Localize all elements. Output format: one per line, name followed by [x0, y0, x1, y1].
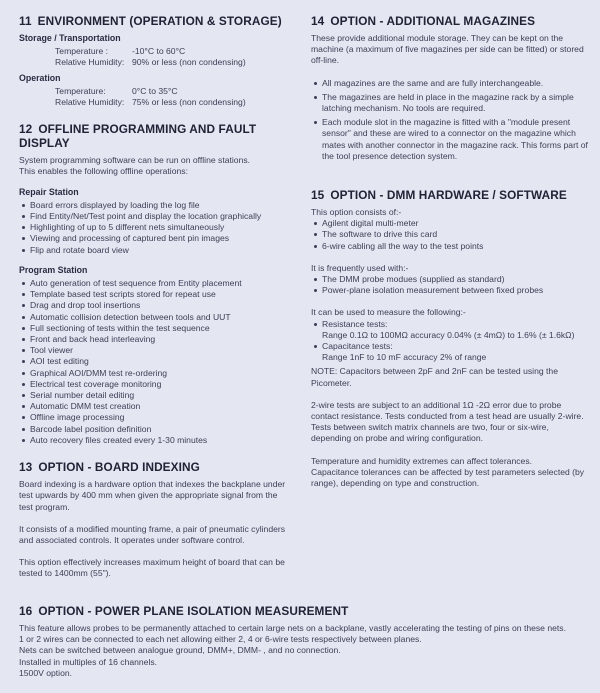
paragraph: Capacitance tolerances can be affected by test parameters selected (by range), depending on type and construction.	[311, 466, 585, 489]
spec-row	[19, 97, 287, 108]
capacitance-label: Capacitance tests:	[322, 341, 393, 352]
section-number: 11	[19, 14, 32, 28]
list-item: Front and back head interleaving	[19, 334, 287, 345]
spec-value: 75% or less (non condensing)	[132, 97, 246, 108]
spec-row	[19, 46, 287, 57]
left-column	[19, 14, 287, 594]
consists-list	[311, 218, 588, 252]
section-number: 13	[19, 460, 33, 475]
right-column	[311, 14, 588, 503]
list-item: Highlighting of up to 5 different nets simultaneously	[19, 222, 287, 233]
spec-label: Temperature:	[55, 85, 106, 96]
measure-list	[311, 319, 588, 330]
list-item: Tool viewer	[19, 345, 287, 356]
intro-line: System programming software can be run on offline stations.	[19, 155, 251, 166]
resistance-label: Resistance tests:	[322, 318, 388, 329]
paragraph: Board indexing is a hardware option that indexes the backplane under test upwards by 400 mm when given the appropriate signal from the test program.	[19, 479, 286, 512]
list-item: Agilent digital multi-meter	[311, 218, 588, 229]
list-item: Auto recovery files created every 1-30 minutes	[19, 435, 287, 446]
list-item: AOI test editing	[19, 356, 287, 367]
resistance-value: Range 0.1Ω to 100MΩ accuracy 0.04% (± 4mΩ) to 1.6% (± 1.6kΩ)	[322, 329, 575, 340]
paragraph: It consists of a modified mounting frame, a pair of pneumatic cylinders and associated controls. It operates under software control.	[19, 523, 286, 545]
list-item: Automatic collision detection between tools and UUT	[19, 312, 287, 323]
list-item: Each module slot in the magazine is fitted with a "module present sensor" and these are wired to a connector on the magazine which mates with another connector in the magazine rack. This forms part of the tool presence detection system.	[311, 117, 588, 162]
section-number: 14	[311, 14, 325, 28]
spec-row	[19, 57, 287, 68]
paragraph: It is frequently used with:-	[311, 262, 409, 273]
intro-line: This enables the following offline operations:	[19, 166, 188, 177]
spec-row	[19, 86, 287, 97]
spec-label: Temperature :	[55, 46, 109, 57]
list-item: Automatic DMM test creation	[19, 401, 287, 412]
list-item: Full sectioning of tests within the test sequence	[19, 323, 287, 334]
paragraph: 2-wire tests are subject to an additional 1Ω -2Ω error due to probe contact resistance. Tests conducted from a test head are usually 2-wire. Tests between switch matrix channels are two, four or six-wire, depending on probe and wiring configuration.	[311, 399, 584, 444]
section-14-additional-magazines	[311, 14, 588, 162]
repair-station-list	[19, 200, 287, 256]
storage-heading: Storage / Transportation	[19, 33, 121, 43]
section-title: OFFLINE PROGRAMMING AND FAULT DISPLAY	[19, 122, 257, 151]
list-item: Barcode label position definition	[19, 424, 287, 435]
section-heading	[311, 188, 588, 202]
section-title: OPTION - POWER PLANE ISOLATION MEASUREMENT	[38, 604, 349, 618]
spec-label: Relative Humidity:	[55, 57, 125, 68]
list-item: Board errors displayed by loading the log file	[19, 200, 287, 211]
list-item: 6-wire cabling all the way to the test points	[311, 241, 588, 252]
section-heading	[19, 604, 589, 618]
list-item: Auto generation of test sequence from Entity placement	[19, 278, 287, 289]
list-item: Serial number detail editing	[19, 390, 287, 401]
paragraph-line: This feature allows probes to be permanently attached to certain large nets on a backplane, vastly accelerating the testing of pins on these nets.	[19, 623, 566, 633]
paragraph: These provide additional module storage. They can be kept on the machine (a maximum of five magazines per side can be fitted) or stored off-line.	[311, 33, 584, 66]
program-station-heading: Program Station	[19, 264, 88, 275]
section-16-power-plane	[19, 604, 589, 679]
section-heading	[311, 14, 588, 28]
spec-value: 90% or less (non condensing)	[132, 57, 246, 68]
section-13-board-indexing	[19, 460, 287, 579]
bottom-section	[19, 604, 589, 693]
list-item: The DMM probe modues (supplied as standard)	[311, 274, 588, 285]
section-12-offline-programming	[19, 122, 287, 446]
list-item: Find Entity/Net/Test point and display the location graphically	[19, 211, 287, 222]
paragraph-line: Installed in multiples of 16 channels.	[19, 656, 158, 667]
list-item: The software to drive this card	[311, 229, 588, 240]
list-item: Electrical test coverage monitoring	[19, 379, 287, 390]
section-title: OPTION - ADDITIONAL MAGAZINES	[330, 14, 536, 28]
section-heading	[19, 122, 287, 150]
section-title: OPTION - DMM HARDWARE / SOFTWARE	[330, 188, 567, 203]
program-station-list	[19, 278, 287, 446]
paragraph: Temperature and humidity extremes can affect tolerances.	[311, 455, 533, 466]
paragraph: This option consists of:-	[311, 207, 402, 218]
frequent-list	[311, 274, 588, 296]
spec-value: -10°C to 60°C	[132, 46, 186, 57]
section-heading	[19, 460, 287, 474]
operation-heading: Operation	[19, 72, 61, 83]
list-item: The magazines are held in place in the magazine rack by a simple latching mechanism. No tools are required.	[311, 92, 588, 114]
section-number: 15	[311, 188, 325, 203]
paragraph-line: Nets can be switched between analogue ground, DMM+, DMM- , and no connection.	[19, 645, 341, 656]
section-number: 12	[19, 122, 33, 137]
paragraph: This option effectively increases maximum height of board that can be tested to 1400mm (55").	[19, 557, 285, 579]
section-11-environment	[19, 14, 287, 108]
magazine-list	[311, 78, 588, 162]
paragraph: It can be used to measure the following:-	[311, 307, 466, 318]
measure-list-cont	[311, 341, 588, 352]
list-item: Graphical AOI/DMM test re-ordering	[19, 368, 287, 379]
list-item: Drag and drop tool insertions	[19, 300, 287, 311]
paragraph-line: 1500V option.	[19, 667, 73, 678]
list-item: Template based test scripts stored for repeat use	[19, 289, 287, 300]
list-item: All magazines are the same and are fully interchangeable.	[311, 78, 588, 89]
list-item: Offline image processing	[19, 412, 287, 423]
section-heading	[19, 14, 287, 28]
section-title: ENVIRONMENT (OPERATION & STORAGE)	[37, 14, 282, 28]
spec-value: 0°C to 35°C	[132, 85, 178, 96]
note: NOTE: Capacitors between 2pF and 2nF can be tested using the Picometer.	[311, 366, 558, 388]
list-item: Viewing and processing of captured bent pin images	[19, 233, 287, 244]
section-number: 16	[19, 604, 33, 618]
list-item: Power-plane isolation measurement between fixed probes	[311, 285, 588, 296]
paragraph-line: 1 or 2 wires can be connected to each net allowing either 2, 4 or 6-wire tests respectively between planes.	[19, 634, 422, 645]
list-item	[311, 341, 588, 352]
repair-station-heading: Repair Station	[19, 186, 79, 197]
section-15-dmm	[311, 188, 588, 489]
section-title: OPTION - BOARD INDEXING	[38, 460, 200, 475]
spec-label: Relative Humidity:	[55, 97, 125, 108]
list-item	[311, 319, 588, 330]
list-item: Flip and rotate board view	[19, 245, 287, 256]
capacitance-value: Range 1nF to 10 mF accuracy 2% of range	[322, 352, 487, 363]
